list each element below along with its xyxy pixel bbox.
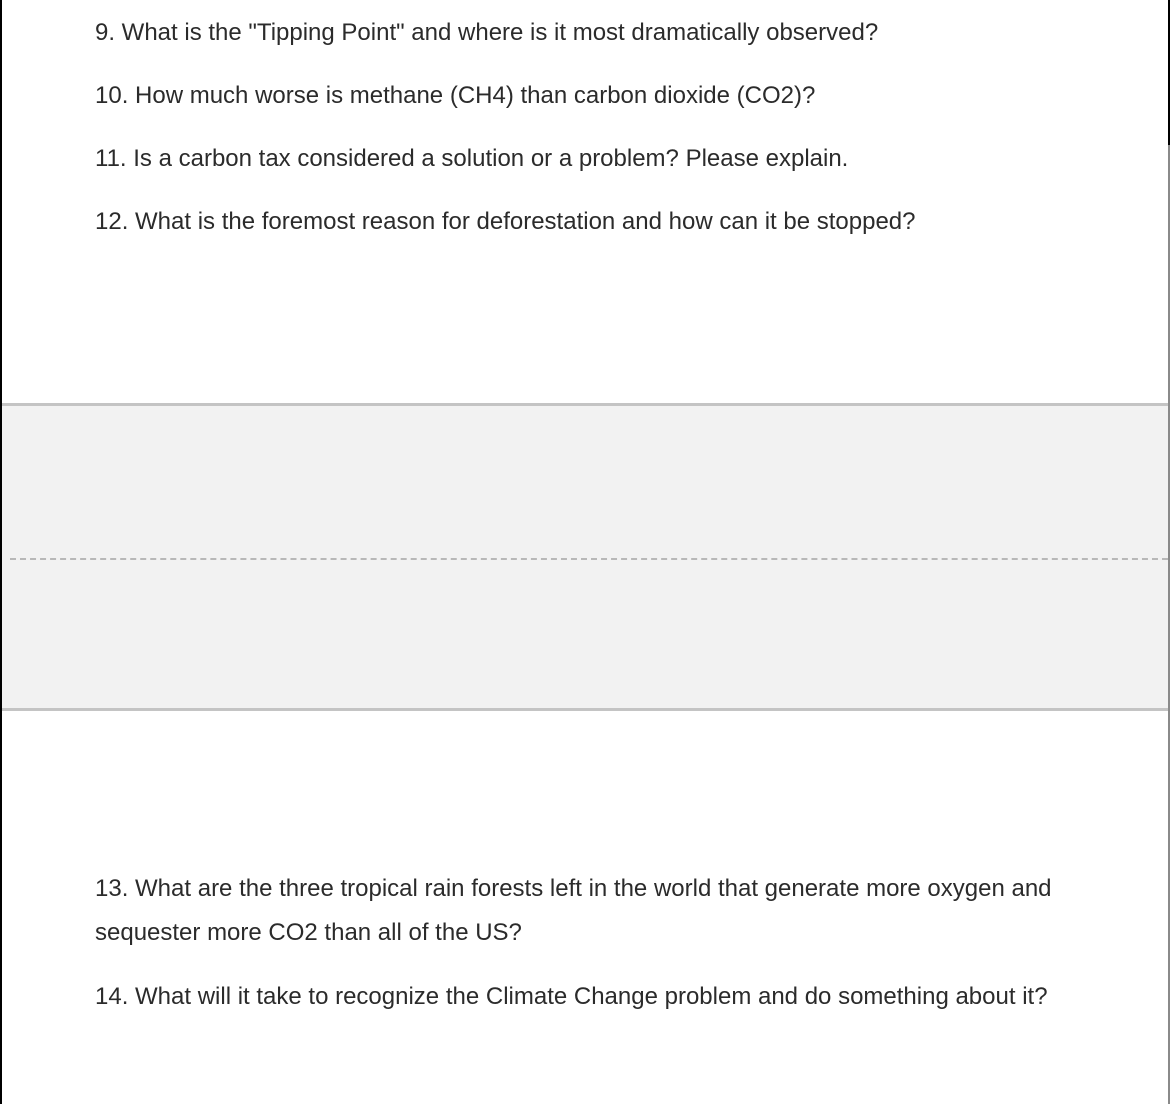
question-13 <box>95 867 1105 955</box>
question-10-text: 10. How much worse is methane (CH4) than carbon dioxide (CO2)? <box>95 82 816 109</box>
question-12-text: 12. What is the foremost reason for deforestation and how can it be stopped? <box>95 208 916 235</box>
question-11 <box>95 137 1105 181</box>
question-11-text: 11. Is a carbon tax considered a solution or a problem? Please explain. <box>95 145 849 172</box>
question-10 <box>95 74 1105 118</box>
question-13-text: 13. What are the three tropical rain forests left in the world that generate more oxygen and sequester more CO2 than all of the US? <box>95 875 1052 946</box>
question-12 <box>95 200 1105 244</box>
question-14-text: 14. What will it take to recognize the Climate Change problem and do something about it? <box>95 983 1048 1010</box>
question-9 <box>95 11 1105 55</box>
question-14 <box>95 975 1105 1019</box>
page-break-separator <box>2 403 1168 711</box>
page-break-dashed-line <box>10 558 1168 560</box>
question-9-text: 9. What is the "Tipping Point" and where is it most dramatically observed? <box>95 19 879 46</box>
